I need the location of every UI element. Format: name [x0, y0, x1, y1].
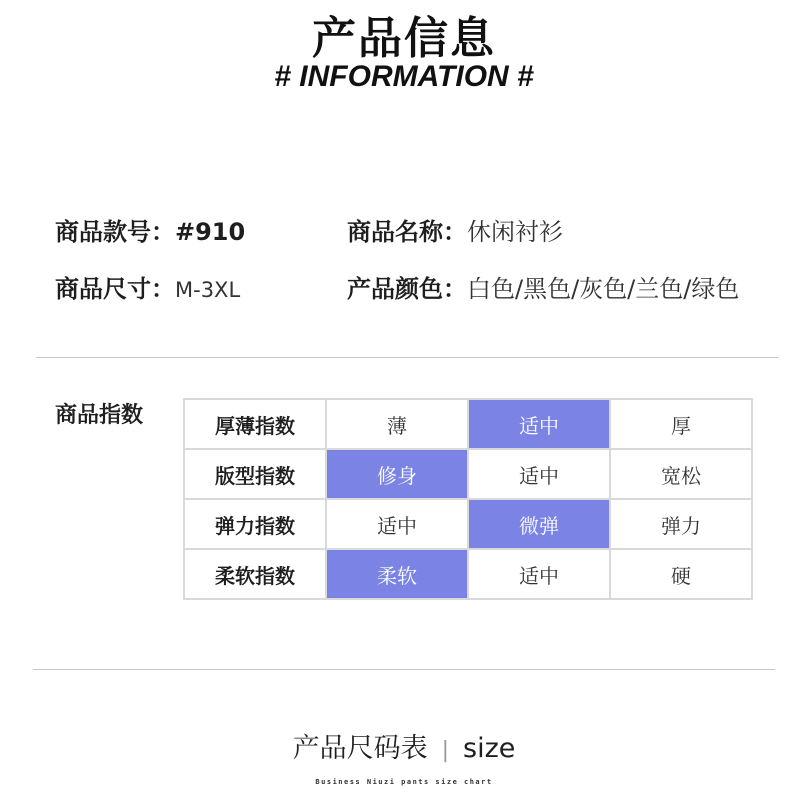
index-row	[184, 549, 752, 599]
divider-top	[36, 357, 778, 358]
page-title: 产品信息	[312, 13, 496, 64]
product-name-label: 商品名称：	[347, 218, 467, 246]
product-size-row	[55, 269, 240, 304]
index-option-selected: 柔软	[326, 549, 468, 599]
divider-bottom	[33, 669, 775, 670]
model-number-value: #910	[175, 218, 246, 246]
product-color-label: 产品颜色：	[347, 275, 467, 303]
page-subtitle: # INFORMATION #	[274, 60, 534, 93]
index-option: 适中	[468, 549, 610, 599]
index-option-selected: 修身	[326, 449, 468, 499]
model-number-label: 商品款号：	[55, 218, 175, 246]
index-option: 厚	[610, 399, 752, 449]
index-row-name: 版型指数	[184, 449, 326, 499]
size-chart-separator: |	[441, 738, 450, 763]
product-size-value: M-3XL	[175, 278, 241, 302]
size-chart-title-en: size	[463, 733, 516, 764]
index-option: 宽松	[610, 449, 752, 499]
index-option-selected: 适中	[468, 399, 610, 449]
index-row	[184, 399, 752, 449]
product-name-value: 休闲衬衫	[467, 218, 563, 246]
index-row-name: 柔软指数	[184, 549, 326, 599]
index-table	[183, 398, 753, 600]
product-name-row	[347, 212, 563, 247]
index-option-selected: 微弹	[468, 499, 610, 549]
index-option: 适中	[468, 449, 610, 499]
index-row-name: 弹力指数	[184, 499, 326, 549]
index-option: 硬	[610, 549, 752, 599]
index-row	[184, 449, 752, 499]
index-option: 弹力	[610, 499, 752, 549]
size-chart-title-cn: 产品尺码表	[292, 733, 428, 764]
index-row	[184, 499, 752, 549]
index-row-name: 厚薄指数	[184, 399, 326, 449]
product-color-value: 白色/黑色/灰色/兰色/绿色	[467, 275, 740, 303]
index-option: 适中	[326, 499, 468, 549]
index-option: 薄	[326, 399, 468, 449]
index-section-label: 商品指数	[55, 403, 144, 428]
size-chart-title	[0, 726, 808, 765]
size-chart-subtitle: Business Niuzi pants size chart	[315, 778, 493, 786]
product-color-row	[347, 269, 739, 304]
model-number-row	[55, 212, 245, 247]
product-size-label: 商品尺寸：	[55, 275, 175, 303]
